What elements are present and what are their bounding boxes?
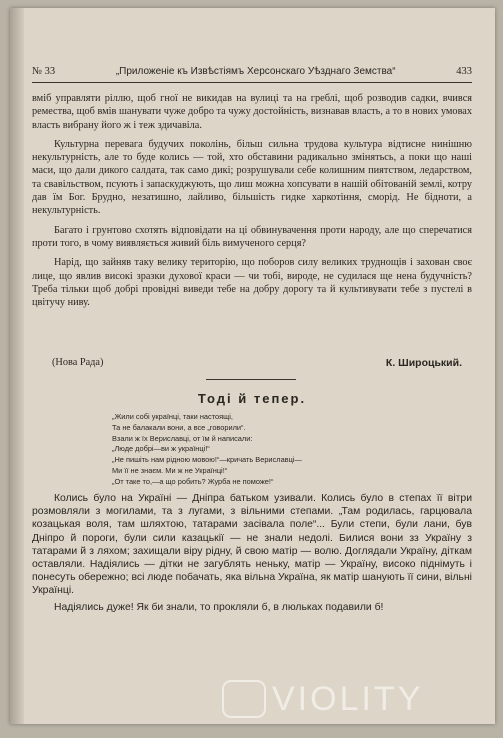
paragraph: Багато і грунтово схотять відповідати на ці обвинувачення проти народу, але що сперечатися проти того, в чому виявляється живий біль вимученого серця? <box>32 224 472 249</box>
author-name: К. Широцький. <box>385 357 462 369</box>
journal-title: „Приложеніе къ Извѣстіямъ Херсонскаго Уѣзднаго Земства“ <box>115 66 396 77</box>
verse-line: „Не пишіть нам рідною мовою!“—кричать Вериславці— <box>112 455 302 465</box>
paragraph: Колись було на Україні — Дніпра батьком узивали. Колись було в степах її вітри розмовляли з могилами, та з лугами, з вільними степами. „Там родилась, гарцювала козацькая воля, там шляхтою, татарами засівала поле“... Були степи, були лани, був Дніпро й пороги, були сили казацькії — не знали недолі. Билися вони зз Україну з татарами й з ляхом; захищали віру рідну, й свою матір — волю. Доглядали Україну, діткам оставляли. Надіялись — дітки не загублять неньку, матір — Україну, високо піднімуть і понесуть обережно; всі люде побачать, яка вільна Україна, як матір шанують її сини, вільні Українці. <box>32 493 472 597</box>
header-rule <box>32 82 472 83</box>
paragraph: Нарід, що зайняв таку велику територію, що поборов силу великих труднощів і захован своє лице, що явлив високі зразки духової краси — чи тобі, вироде, не судилася ще нена будучність? Треба тільки щоб добрі провідні виведи тебе на добру дорогу та й культивувати тебе з пустелі в цвітучу ниву. <box>32 257 472 309</box>
paragraph: Культурна перевага будучих поколінь, більш сильна трудова культура відтисне нинішню некультурність, але то буде колись — той, хто обставини радикально змінятьсь, а поки що наші маси, що дали дикого салдата, так само дикі; розрушували себе колишним пиятством, ледарством, та свавільством, псують і запаскуджують, що лиш можна хопсувати в нашій обітованій землі, котру дав їм Бог. Брудно, незатишно, лайливо, більшість гидке харкотіння, сморід. Не бідноти, а некультурність. <box>32 138 472 217</box>
verse-line: Взали ж їх Вериславці, от їм й написали: <box>112 433 253 443</box>
article-body-2 <box>32 492 472 614</box>
verse-line: Ми її не знаєм. Ми ж не Українці!“ <box>112 465 228 475</box>
page-number: 433 <box>456 66 472 77</box>
running-header <box>32 66 472 77</box>
verse-line: „Жили собі українці, таки настоящі, <box>112 412 233 421</box>
section-divider <box>206 379 296 380</box>
epigraph-verse <box>112 412 412 488</box>
article-body-1 <box>32 92 472 309</box>
page-binding-shadow <box>10 8 24 724</box>
paragraph: Надіялись дуже! Як би знали, то прокляли б, в люльках подавили б! <box>54 601 384 613</box>
verse-line: „Люде добрі—ви ж українці!“ <box>112 444 210 454</box>
issue-number: № 33 <box>32 66 56 77</box>
violity-logo-icon <box>222 680 266 718</box>
source-citation: (Нова Рада) <box>52 357 104 368</box>
verse-line: Та не балакали вони, а все „говорили“. <box>112 422 246 432</box>
watermark-text: VIOLITY <box>272 680 424 718</box>
verse-line: „От таке то,—а що робить? Журба не поможе!“ <box>112 476 274 486</box>
article-title: Тоді й тепер. <box>197 391 307 406</box>
paragraph: вміб управляти ріллю, щоб гної не викидав на вулиці та на греблі, щоб розводив садки, вчився ремества, щоб вмів шанувати чуже добро та чужу достойність, визнавав власть, а то в нових умовах власть вибрану його ж і теж здичавіла. <box>32 93 473 131</box>
